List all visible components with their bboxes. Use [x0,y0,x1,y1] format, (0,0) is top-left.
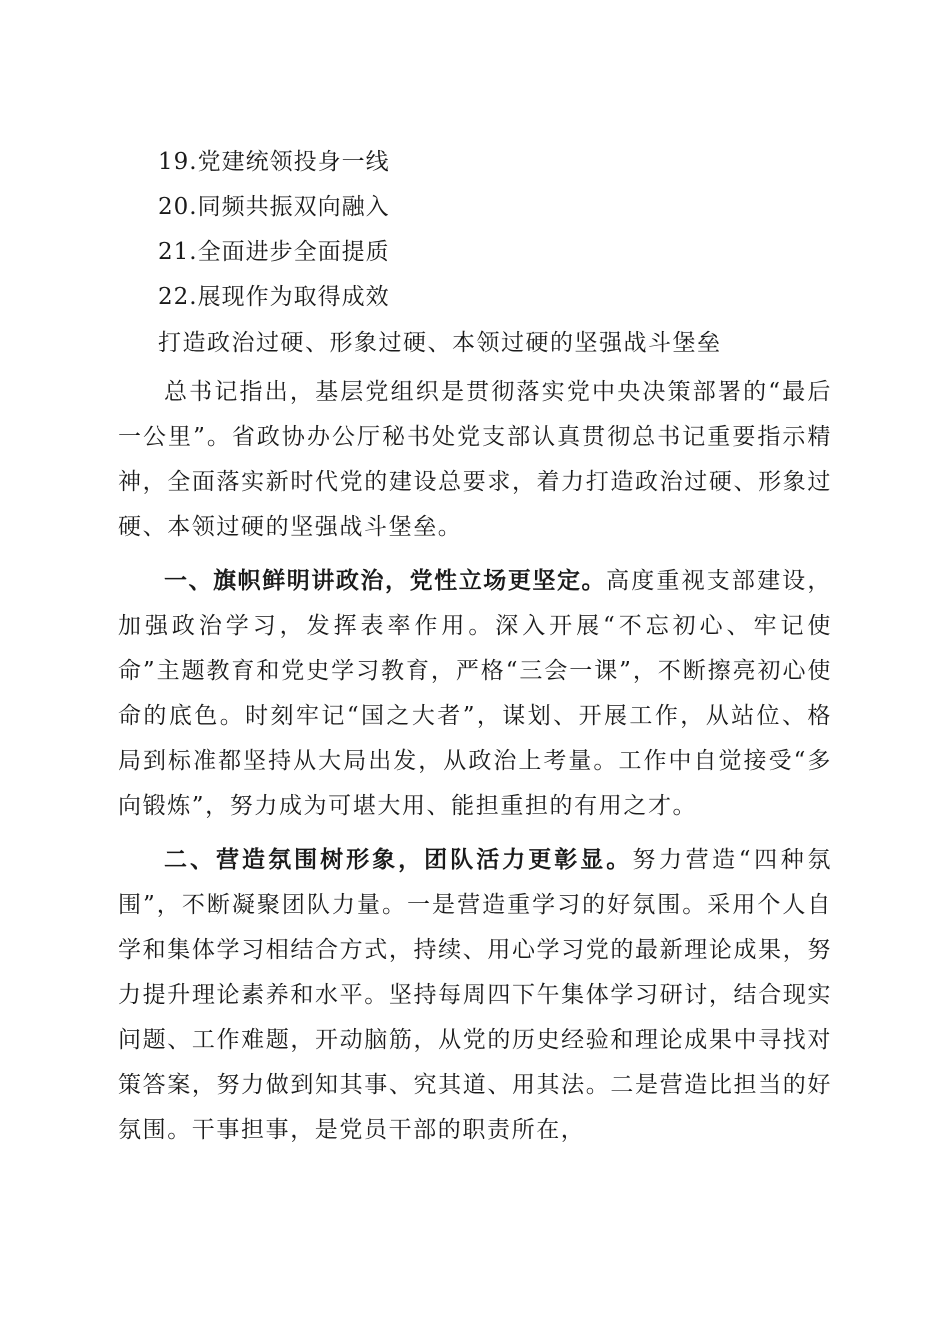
intro-paragraph: 总书记指出，基层党组织是贯彻落实党中央决策部署的“最后一公里”。省政协办公厅秘书处党支部认真贯彻总书记重要指示精神，全面落实新时代党的建设总要求，着力打造政治过硬、形象过硬、本领过硬的坚强战斗堡垒。 [118,379,832,540]
numbered-list [158,144,858,324]
section-2-heading: 二、营造氛围树形象，团队活力更彰显。 [164,847,633,873]
section-1-text: 高度重视支部建设，加强政治学习，发挥表率作用。深入开展“不忘初心、牢记使命”主题教育和党史学习教育，严格“三会一课”，不断擦亮初心使命的底色。时刻牢记“国之大者”，谋划、开展工作，从站位、格局到标准都坚持从大局出发，从政治上考量。工作中自觉接受“多向锻炼”，努力成为可堪大用、能担重担的有用之才。 [118,568,832,819]
list-item: 19.党建统领投身一线 [158,149,390,175]
section-1-paragraph [118,559,832,829]
section-2-text: 努力营造“四种氛围”，不断凝聚团队力量。一是营造重学习的好氛围。采用个人自学和集体学习相结合方式，持续、用心学习党的最新理论成果，努力提升理论素养和水平。坚持每周四下午集体学习研讨，结合现实问题、工作难题，开动脑筋，从党的历史经验和理论成果中寻找对策答案，努力做到知其事、究其道、用其法。二是营造比担当的好氛围。干事担事，是党员干部的职责所在， [118,847,833,1143]
list-item: 20.同频共振双向融入 [158,194,390,220]
section-1-heading: 一、旗帜鲜明讲政治，党性立场更坚定。 [164,568,607,594]
list-item: 22.展现作为取得成效 [158,284,390,310]
section-2-paragraph [118,838,832,1153]
article-title: 打造政治过硬、形象过硬、本领过硬的坚强战斗堡垒 [158,330,722,356]
list-item: 21.全面进步全面提质 [158,239,390,265]
article-body [118,325,832,1153]
